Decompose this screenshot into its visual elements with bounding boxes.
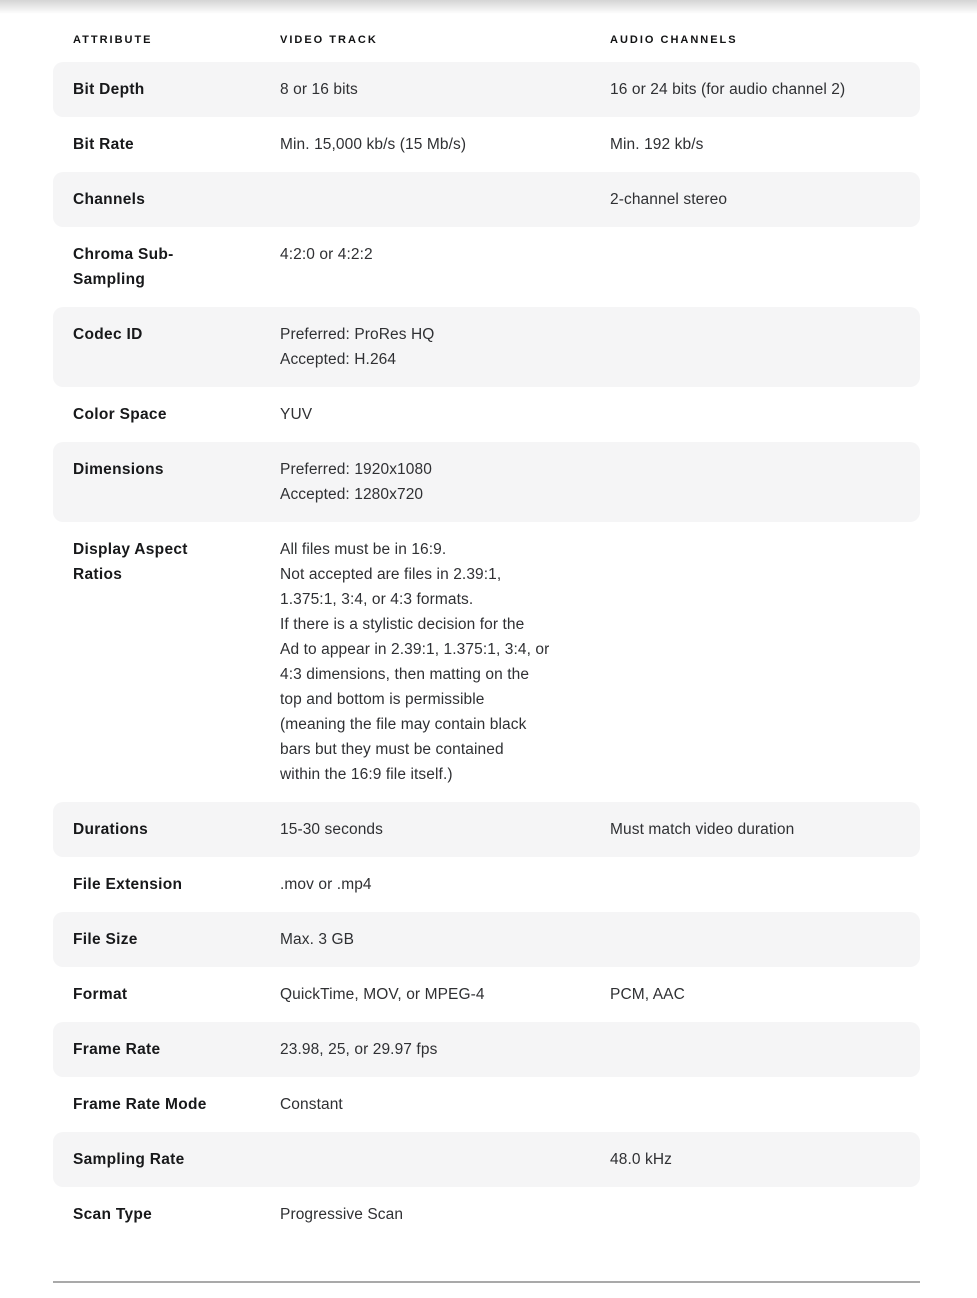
table-row — [53, 1077, 920, 1132]
cell-line: Min. 15,000 kb/s (15 Mb/s) — [280, 136, 467, 153]
attribute-cell — [73, 322, 280, 347]
cell-line: Accepted: 1280x720 — [280, 486, 424, 503]
audio-channels-cell — [610, 817, 900, 842]
table-row — [53, 117, 920, 172]
video-track-cell — [280, 927, 610, 952]
cell-line: Frame Rate Mode — [73, 1096, 207, 1113]
video-track-cell — [280, 817, 610, 842]
cell-line: Sampling — [73, 271, 146, 288]
cell-line: Ad to appear in 2.39:1, 1.375:1, 3:4, or — [280, 641, 550, 658]
table-body — [53, 62, 920, 1242]
audio-channels-cell — [610, 1147, 900, 1172]
cell-line: Preferred: 1920x1080 — [280, 461, 432, 478]
video-track-cell — [280, 457, 610, 507]
cell-line: Progressive Scan — [280, 1206, 404, 1223]
cell-line: Display Aspect — [73, 541, 188, 558]
cell-line: Chroma Sub- — [73, 246, 174, 263]
cell-line: 1.375:1, 3:4, or 4:3 formats. — [280, 591, 474, 608]
cell-line: 2-channel stereo — [610, 191, 728, 208]
audio-channels-cell — [610, 187, 900, 212]
video-track-cell — [280, 77, 610, 102]
spec-table — [53, 33, 920, 1242]
table-row — [53, 912, 920, 967]
attribute-cell — [73, 1037, 280, 1062]
table-row — [53, 802, 920, 857]
cell-line: Format — [73, 986, 128, 1003]
video-track-cell — [280, 537, 610, 787]
cell-line: All files must be in 16:9. — [280, 541, 447, 558]
cell-line: Max. 3 GB — [280, 931, 355, 948]
table-row — [53, 1132, 920, 1187]
cell-line: Channels — [73, 191, 146, 208]
attribute-cell — [73, 402, 280, 427]
attribute-cell — [73, 1147, 280, 1172]
audio-channels-cell — [610, 132, 900, 157]
attribute-cell — [73, 537, 280, 587]
column-header-attribute: ATTRIBUTE — [73, 34, 153, 46]
cell-line: Sampling Rate — [73, 1151, 185, 1168]
video-track-cell — [280, 402, 610, 427]
cell-line: Min. 192 kb/s — [610, 136, 704, 153]
table-header-row — [53, 33, 920, 47]
attribute-cell — [73, 817, 280, 842]
cell-line: 23.98, 25, or 29.97 fps — [280, 1041, 438, 1058]
table-row — [53, 227, 920, 307]
attribute-cell — [73, 132, 280, 157]
cell-line: Frame Rate — [73, 1041, 161, 1058]
cell-line: Ratios — [73, 566, 123, 583]
video-track-cell — [280, 242, 610, 267]
video-track-cell — [280, 872, 610, 897]
cell-line: 16 or 24 bits (for audio channel 2) — [610, 81, 846, 98]
cell-line: YUV — [280, 406, 313, 423]
viewport-top-shadow — [0, 0, 977, 14]
attribute-cell — [73, 187, 280, 212]
table-row — [53, 857, 920, 912]
cell-line: Must match video duration — [610, 821, 795, 838]
video-track-cell — [280, 1037, 610, 1062]
cell-line: Scan Type — [73, 1206, 153, 1223]
cell-line: File Size — [73, 931, 138, 948]
video-track-cell — [280, 132, 610, 157]
table-row — [53, 387, 920, 442]
cell-line: Color Space — [73, 406, 167, 423]
cell-line: Bit Depth — [73, 81, 145, 98]
cell-line: within the 16:9 file itself.) — [280, 766, 453, 783]
attribute-cell — [73, 872, 280, 897]
cell-line: If there is a stylistic decision for the — [280, 616, 525, 633]
table-row — [53, 442, 920, 522]
bottom-divider — [53, 1281, 920, 1283]
video-track-cell — [280, 322, 610, 372]
cell-line: 4:3 dimensions, then matting on the — [280, 666, 530, 683]
cell-line: Accepted: H.264 — [280, 351, 397, 368]
video-track-cell — [280, 1202, 610, 1227]
video-track-cell — [280, 982, 610, 1007]
cell-line: Not accepted are files in 2.39:1, — [280, 566, 502, 583]
attribute-cell — [73, 982, 280, 1007]
column-header-audio-channels: AUDIO CHANNELS — [610, 34, 738, 46]
video-track-cell — [280, 1092, 610, 1117]
cell-line: Codec ID — [73, 326, 143, 343]
attribute-cell — [73, 927, 280, 952]
attribute-cell — [73, 1202, 280, 1227]
table-row — [53, 62, 920, 117]
cell-line: QuickTime, MOV, or MPEG-4 — [280, 986, 485, 1003]
cell-line: Durations — [73, 821, 149, 838]
cell-line: (meaning the file may contain black — [280, 716, 527, 733]
attribute-cell — [73, 242, 280, 292]
cell-line: Preferred: ProRes HQ — [280, 326, 435, 343]
table-row — [53, 522, 920, 802]
cell-line: top and bottom is permissible — [280, 691, 485, 708]
table-row — [53, 1022, 920, 1077]
attribute-cell — [73, 457, 280, 482]
attribute-cell — [73, 77, 280, 102]
cell-line: Dimensions — [73, 461, 164, 478]
cell-line: Constant — [280, 1096, 343, 1113]
cell-line: PCM, AAC — [610, 986, 685, 1003]
cell-line: File Extension — [73, 876, 183, 893]
cell-line: 48.0 kHz — [610, 1151, 672, 1168]
cell-line: .mov or .mp4 — [280, 876, 372, 893]
cell-line: 8 or 16 bits — [280, 81, 358, 98]
cell-line: 15-30 seconds — [280, 821, 383, 838]
table-row — [53, 1187, 920, 1242]
audio-channels-cell — [610, 982, 900, 1007]
cell-line: 4:2:0 or 4:2:2 — [280, 246, 373, 263]
table-row — [53, 172, 920, 227]
column-header-video-track: VIDEO TRACK — [280, 34, 378, 46]
attribute-cell — [73, 1092, 280, 1117]
cell-line: Bit Rate — [73, 136, 134, 153]
table-row — [53, 307, 920, 387]
cell-line: bars but they must be contained — [280, 741, 504, 758]
table-row — [53, 967, 920, 1022]
audio-channels-cell — [610, 77, 900, 102]
